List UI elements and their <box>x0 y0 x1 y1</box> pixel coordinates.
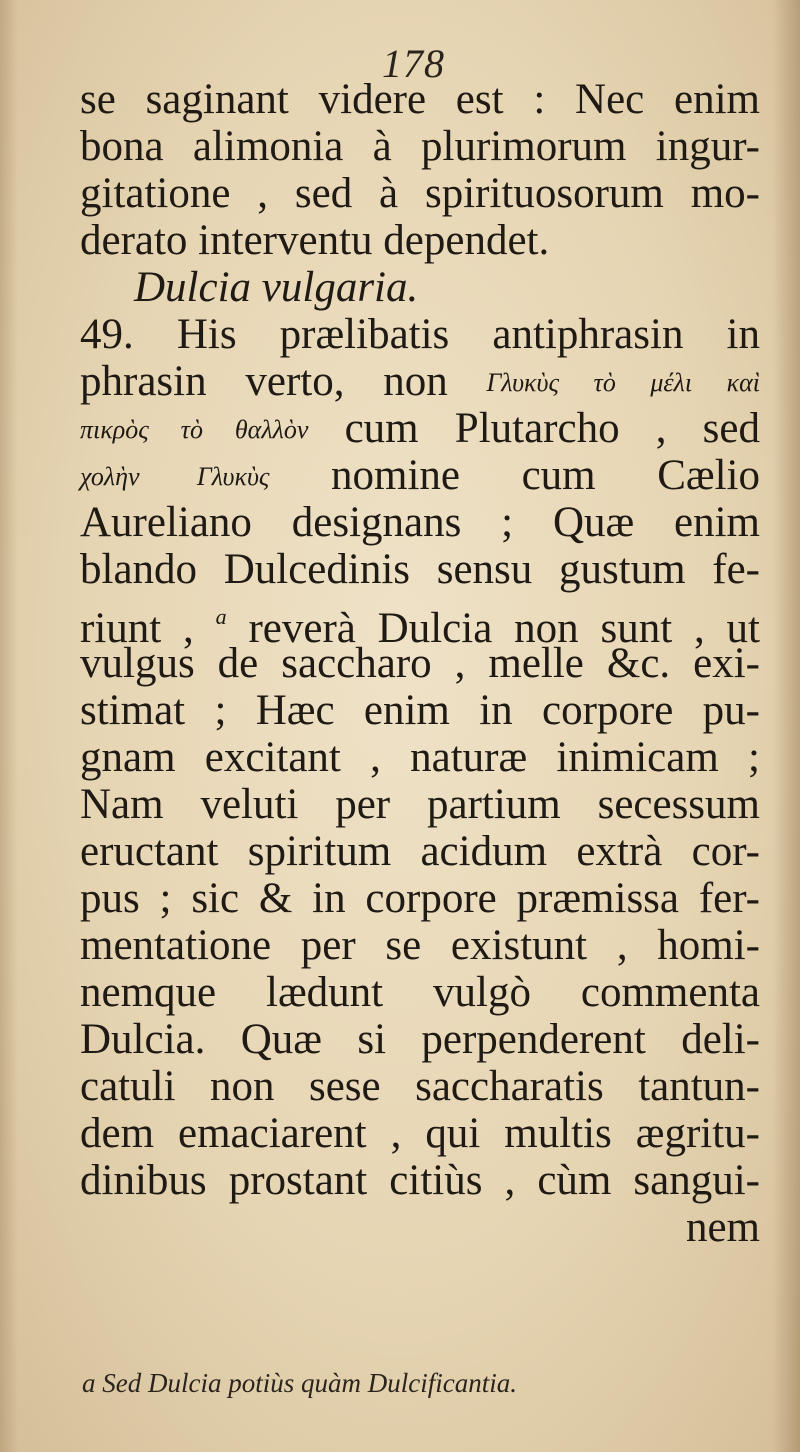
text-line: dinibus prostant citiùs , cùm sangui- <box>80 1157 760 1204</box>
text-line: mentatione per se existunt , homi- <box>80 922 760 969</box>
body-text <box>80 76 760 1251</box>
footnote: a Sed Dulcia potiùs quàm Dulcificantia. <box>82 1368 517 1398</box>
text-line: blando Dulcedinis sensu gustum fe- <box>80 546 760 593</box>
footnote-marker: a <box>215 604 227 629</box>
text-fragment: reverà Dulcia non sunt , ut <box>226 605 760 652</box>
text-line: Dulcia. Quæ si perpenderent deli- <box>80 1016 760 1063</box>
section-heading: Dulcia vulgaria. <box>134 264 419 311</box>
text-fragment: riunt , <box>80 605 216 652</box>
text-fragment: nomine cum Cælio <box>269 452 760 499</box>
page-edge-shadow-left <box>0 0 18 1452</box>
text-line: derato interventu dependet. <box>80 217 550 264</box>
text-line <box>80 452 760 499</box>
text-line: bona alimonia à plurimorum ingur- <box>80 123 760 170</box>
text-line: Nam veluti per partium secessum <box>80 781 760 828</box>
text-line <box>80 405 760 452</box>
text-line: eructant spiritum acidum extrà cor- <box>80 828 760 875</box>
text-line: se saginant videre est : Nec enim <box>80 76 760 123</box>
catchword: nem <box>685 1204 760 1251</box>
text-line: 49. His prælibatis antiphrasin in <box>80 311 760 358</box>
text-line: dem emaciarent , qui multis ægritu- <box>80 1110 760 1157</box>
greek-quote: χολὴν Γλυκὺς <box>80 462 270 491</box>
greek-quote: πικρὸς τὸ θαλλὸν <box>80 415 309 444</box>
page-edge-shadow-right <box>772 0 800 1452</box>
greek-quote: Γλυκὺς τὸ μέλι καὶ <box>486 368 760 397</box>
text-line <box>80 593 760 652</box>
text-line: stimat ; Hæc enim in corpore pu- <box>80 687 760 734</box>
text-line: vulgus de saccharo , melle &c. exi- <box>80 640 760 687</box>
text-line: catuli non sese saccharatis tantun- <box>80 1063 760 1110</box>
text-line: Aureliano designans ; Quæ enim <box>80 499 760 546</box>
text-line: gitatione , sed à spirituosorum mo- <box>80 170 760 217</box>
text-fragment: cum Plutarcho , sed <box>308 405 761 452</box>
page-number: 178 <box>382 41 445 86</box>
text-line: nemque lædunt vulgò commenta <box>80 969 760 1016</box>
text-line <box>80 358 760 405</box>
text-line: pus ; sic & in corpore præmissa fer- <box>80 875 760 922</box>
text-fragment: phrasin verto, non <box>80 358 487 405</box>
text-line: gnam excitant , naturæ inimicam ; <box>80 734 760 781</box>
